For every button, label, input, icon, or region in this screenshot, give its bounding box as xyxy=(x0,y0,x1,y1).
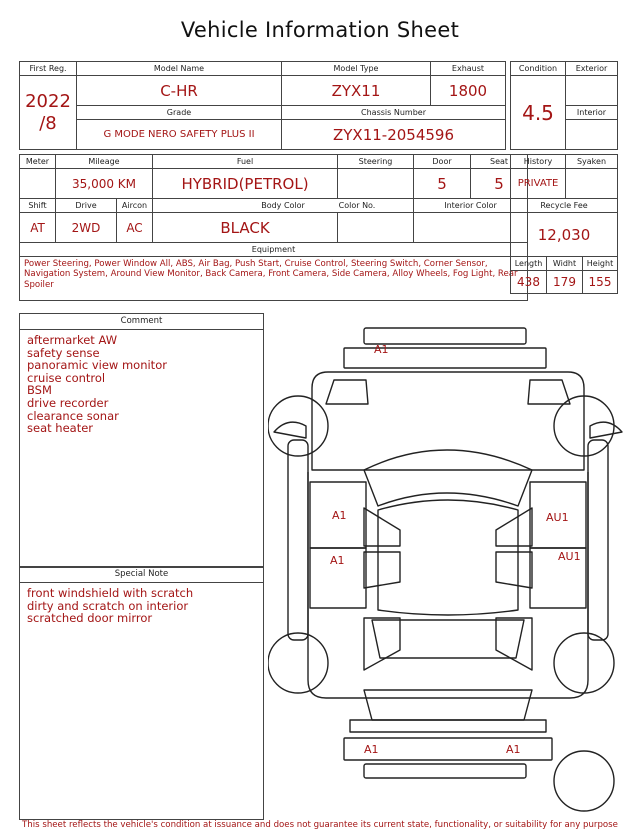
right-front-window xyxy=(496,508,532,546)
left-front-wheel xyxy=(268,396,328,456)
model-type-label: Model Type xyxy=(282,62,431,76)
left-pillar xyxy=(288,440,308,640)
comment-item: cruise control xyxy=(27,370,106,385)
comment-item: panoramic view monitor xyxy=(27,358,167,373)
rear-bumper-strip xyxy=(364,764,526,778)
aircon-label: Aircon xyxy=(117,199,153,213)
damage-code-right-rear: AU1 xyxy=(558,550,581,563)
meter-label: Meter xyxy=(20,155,56,169)
mileage-value: 35,000 KM xyxy=(56,169,153,199)
history-value: PRIVATE xyxy=(511,169,566,199)
condition-label: Condition xyxy=(511,62,566,76)
meter-value xyxy=(20,169,56,199)
first-reg-value xyxy=(20,76,77,150)
grade-value: G MODE NERO SAFETY PLUS II xyxy=(77,120,282,150)
width-value: 179 xyxy=(547,271,583,294)
special-note-list xyxy=(20,583,263,625)
seat-value: 5 xyxy=(471,169,528,199)
body-color-label: Body Color xyxy=(153,199,414,213)
exhaust-label: Exhaust xyxy=(431,62,506,76)
spare-wheel xyxy=(554,751,614,811)
damage-code-front-bumper: A1 xyxy=(374,343,389,356)
damage-code-rear-left: A1 xyxy=(364,743,379,756)
hood-outline xyxy=(312,372,584,470)
fuel-label: Fuel xyxy=(153,155,338,169)
steering-label: Steering xyxy=(338,155,414,169)
model-type-value: ZYX11 xyxy=(282,76,431,106)
history-table xyxy=(510,154,618,294)
rear-right-quarter xyxy=(496,618,532,670)
front-bumper-outline xyxy=(364,328,526,344)
specs-table xyxy=(19,154,528,301)
exhaust-value: 1800 xyxy=(431,76,506,106)
first-reg-year: 2022 xyxy=(25,90,71,112)
left-rear-wheel xyxy=(268,633,328,693)
right-mirror xyxy=(590,422,622,438)
model-name-value: C-HR xyxy=(77,76,282,106)
comment-item: safety sense xyxy=(27,345,100,360)
condition-value: 4.5 xyxy=(511,76,566,150)
comment-list xyxy=(20,330,263,435)
recycle-fee-value: 12,030 xyxy=(511,213,618,257)
length-value: 438 xyxy=(511,271,547,294)
model-name-label: Model Name xyxy=(77,62,282,76)
interior-label: Interior xyxy=(566,106,618,120)
chassis-value: ZYX11-2054596 xyxy=(282,120,506,150)
drive-label: Drive xyxy=(56,199,117,213)
drive-value: 2WD xyxy=(56,213,117,243)
disclaimer-footer: This sheet reflects the vehicle's condition at issuance and does not guarantee its current state, functionality, or suitability for any purpose xyxy=(22,820,618,830)
damage-code-left-rear: A1 xyxy=(330,554,345,567)
recycle-fee-label: Recycle Fee xyxy=(511,199,618,213)
shift-value: AT xyxy=(20,213,56,243)
comment-item: aftermarket AW xyxy=(27,333,118,347)
length-label: Length xyxy=(511,257,547,271)
chassis-label: Chassis Number xyxy=(282,106,506,120)
condition-table xyxy=(510,61,618,150)
left-mirror xyxy=(274,422,306,438)
color-no-value xyxy=(338,213,414,243)
mileage-label: Mileage xyxy=(56,155,153,169)
color-no-label: Color No. xyxy=(338,201,376,210)
roof-outline xyxy=(378,500,518,615)
vehicle-main-table xyxy=(19,61,506,150)
equipment-value: Power Steering, Power Window All, ABS, Air Bag, Push Start, Cruise Control, Steering Switch, Corner Sensor, Navigation System, Around View Monitor, Back Camera, Front Camera, Side Camera, Alloy Wheels, Fog Light, Rear Spoiler xyxy=(20,257,528,301)
height-label: Height xyxy=(583,257,618,271)
sheet-title: Vehicle Information Sheet xyxy=(180,18,460,42)
body-outline xyxy=(308,472,588,698)
history-label: History xyxy=(511,155,566,169)
right-rear-window xyxy=(496,552,532,588)
body-color-value: BLACK xyxy=(153,213,338,243)
equipment-label: Equipment xyxy=(20,243,528,257)
damage-code-left-front: A1 xyxy=(332,509,347,522)
syaken-value xyxy=(566,169,618,199)
first-reg-label: First Reg. xyxy=(20,62,77,76)
car-damage-diagram xyxy=(268,320,628,820)
comment-item: seat heater xyxy=(27,421,94,436)
comment-item: BSM xyxy=(27,383,52,398)
shift-label: Shift xyxy=(20,199,56,213)
windshield-outline xyxy=(364,450,532,506)
first-reg-month: /8 xyxy=(39,112,57,134)
comment-item: clearance sonar xyxy=(27,408,119,423)
special-note-panel xyxy=(19,566,264,820)
rear-panel-outline xyxy=(350,720,546,732)
door-value: 5 xyxy=(414,169,471,199)
comment-heading: Comment xyxy=(20,314,263,330)
comment-item: drive recorder xyxy=(27,395,109,410)
exterior-label: Exterior xyxy=(566,62,618,76)
damage-code-rear-right: A1 xyxy=(506,743,521,756)
special-note-item: scratched door mirror xyxy=(27,611,153,626)
left-front-window xyxy=(364,508,400,546)
height-value: 155 xyxy=(583,271,618,294)
syaken-label: Syaken xyxy=(566,155,618,169)
rear-left-quarter xyxy=(364,618,400,670)
aircon-value: AC xyxy=(117,213,153,243)
hood-lines xyxy=(326,380,570,404)
door-label: Door xyxy=(414,155,471,169)
interior-value xyxy=(566,120,618,150)
special-note-heading: Special Note xyxy=(20,567,263,583)
width-label: Widht xyxy=(547,257,583,271)
left-rear-window xyxy=(364,552,400,588)
right-rear-wheel xyxy=(554,633,614,693)
special-note-item: front windshield with scratch xyxy=(27,586,194,600)
comment-panel xyxy=(19,313,264,568)
steering-value xyxy=(338,169,414,199)
exterior-value xyxy=(566,76,618,106)
interior-color-label: Interior Color xyxy=(414,199,528,213)
fuel-value: HYBRID(PETROL) xyxy=(153,169,338,199)
grade-label: Grade xyxy=(77,106,282,120)
special-note-item: dirty and scratch on interior xyxy=(27,598,189,613)
trunk-outline xyxy=(364,690,532,720)
seat-label: Seat xyxy=(471,155,528,169)
damage-code-right-front: AU1 xyxy=(546,511,569,524)
right-pillar xyxy=(588,440,608,640)
